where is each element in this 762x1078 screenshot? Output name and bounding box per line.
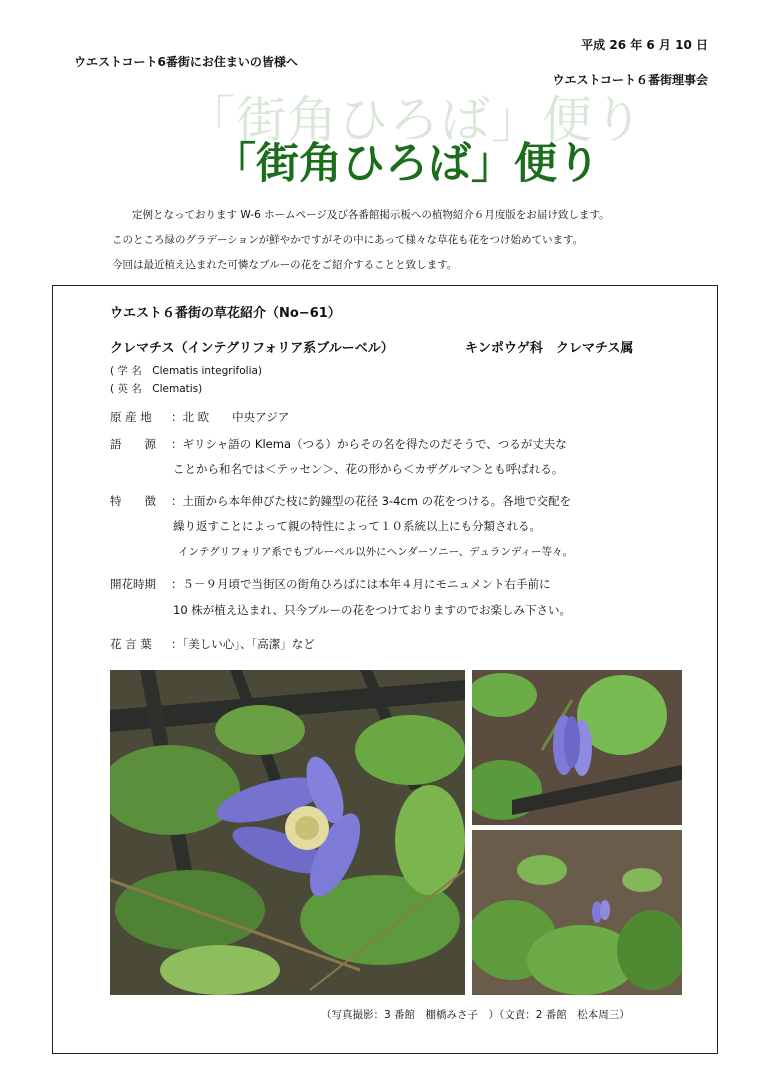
bloom-line-2: 10 株が植え込まれ、只今ブルーの花をつけておりますのでお楽しみ下さい。: [173, 603, 572, 617]
flower-words-label: 花 言 葉: [110, 637, 152, 651]
flower-words-value: ：「美しい心」、「高潔」など: [171, 637, 315, 651]
photo-garden-bed: [472, 830, 682, 995]
etymology-line-2: ことから和名では＜テッセン＞、花の形から＜カザグルマ＞とも呼ばれる。: [173, 462, 564, 476]
sender: ウエストコート６番街理事会: [552, 73, 708, 87]
features-line-1: ：土面から本年伸びた枝に釣鐘型の花径 3-4cm の花をつける。各地で交配を: [171, 494, 572, 508]
plant-name: クレマチス（インテグリフォリア系ブルーベル）: [110, 341, 394, 356]
features-line-3: インテグリフォリア系でもブルーベル以外にヘンダーソニー、デュランディー等々。: [178, 546, 574, 558]
issue-date: 平成 26 年 6 月 10 日: [581, 38, 708, 52]
intro-line-3: 今回は最近植え込まれた可憐なブルーの花をご紹介することと致します。: [112, 259, 458, 271]
title-shadow: 「街角ひろば」便り: [185, 91, 644, 149]
photo-credit-caption: （写真撮影：3 番館 棚橋みさ子 ）（文責：2 番館 松本周三）: [321, 1009, 630, 1021]
features-label: 特 徴: [110, 494, 156, 508]
scientific-name: ( 学 名 Clematis integrifolia): [110, 365, 263, 377]
photo-flower-bud: [472, 670, 682, 825]
origin-value: ：北 欧 中央アジア: [171, 410, 290, 424]
article-heading: ウエスト６番街の草花紹介（No−61）: [110, 306, 341, 321]
english-name: ( 英 名 Clematis): [110, 383, 203, 395]
photo-main-flower: [110, 670, 465, 995]
plant-family: キンポウゲ科 クレマチス属: [465, 341, 634, 356]
plant-article-box: [52, 285, 718, 1054]
intro-line-2: このところ緑のグラデーションが鮮やかですがその中にあって様々な草花も花をつけ始めています。: [112, 234, 584, 246]
features-line-2: 繰り返すことによって親の特性によって１０系統以上にも分類される。: [173, 519, 541, 533]
newsletter-title: 「街角ひろば」便り: [213, 139, 600, 189]
photo-main-flower-image: [110, 670, 465, 995]
intro-line-1: 定例となっております W-6 ホームページ及び各番館掲示板への植物紹介６月度版をお届け致します。: [132, 209, 610, 221]
addressee: ウエストコート6番街にお住まいの皆様へ: [74, 55, 298, 69]
photo-flower-bud-image: [472, 670, 682, 825]
bloom-label: 開花時期: [110, 577, 156, 591]
etymology-line-1: ：ギリシャ語の Klema（つる）からその名を得たのだそうで、つるが丈夫な: [171, 437, 567, 451]
origin-label: 原 産 地: [110, 410, 152, 424]
etymology-label: 語 源: [110, 437, 156, 451]
bloom-line-1: ：５－９月頃で当街区の街角ひろばには本年４月にモニュメント右手前に: [171, 577, 551, 591]
photo-garden-bed-image: [472, 830, 682, 995]
